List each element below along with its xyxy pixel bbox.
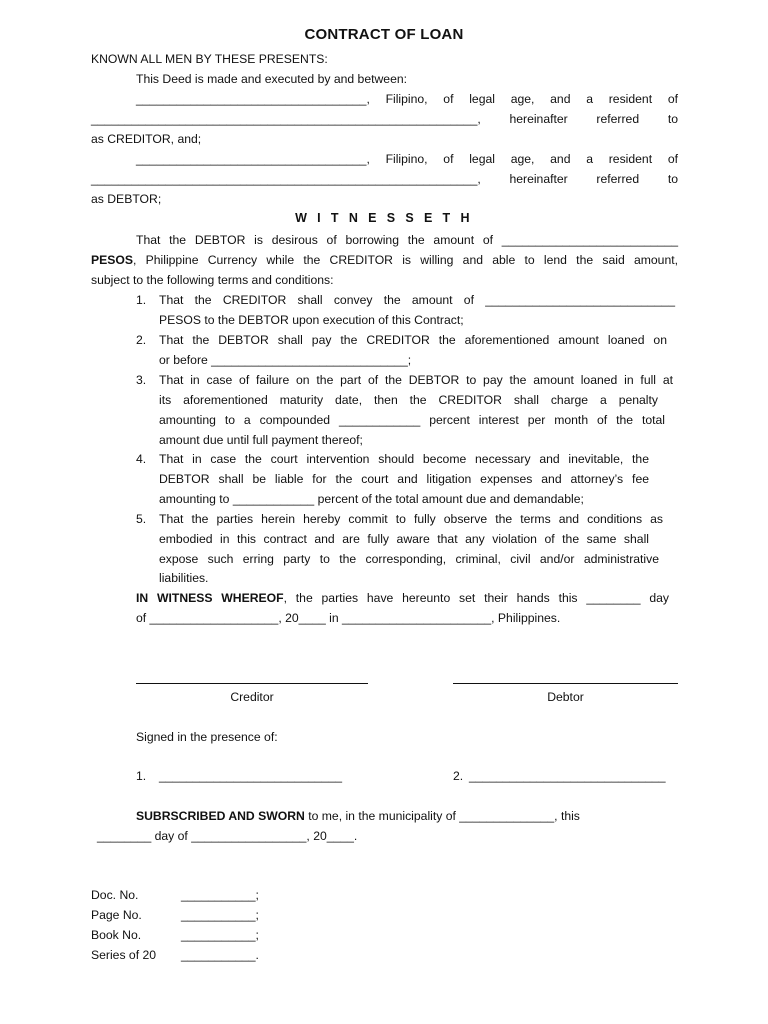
preamble-line2-rest: , Philippine Currency while the CREDITOR is willing and able to lend the said amount, [133, 253, 678, 267]
term-5-line4: liabilities. [159, 571, 209, 585]
creditor-signature-line [136, 683, 368, 684]
term-3-number: 3. [136, 373, 147, 387]
term-4-number: 4. [136, 452, 147, 466]
term-5-line2: embodied in this contract and are fully aware that any violation of the same shall [159, 532, 649, 546]
pesos-bold: PESOS [91, 253, 133, 267]
in-witness-bold: IN WITNESS WHEREOF [136, 591, 284, 605]
term-4-line3: amounting to ____________ percent of the total amount due and demandable; [159, 492, 584, 506]
term-3-line4: amount due until full payment thereof; [159, 433, 363, 447]
debtor-party-line2: _________________________________________________________, hereinafter referred to [91, 172, 678, 186]
sworn-line1-rest: to me, in the municipality of ______________, this [304, 809, 580, 823]
page-no-value: ___________; [181, 908, 259, 922]
deed-statement: This Deed is made and executed by and between: [136, 72, 408, 86]
in-witness-line2: of ___________________, 20____ in ______________________, Philippines. [136, 611, 561, 625]
series-value: ___________. [181, 948, 259, 962]
book-no-value: ___________; [181, 928, 259, 942]
debtor-label: Debtor [547, 690, 584, 704]
term-3-line1: That in case of failure on the part of the DEBTOR to pay the amount loaned in full at [159, 373, 673, 387]
term-4-line1: That in case the court intervention should become necessary and inevitable, the [159, 452, 649, 466]
presence-label: Signed in the presence of: [136, 730, 278, 744]
doc-no-value: ___________; [181, 888, 259, 902]
term-2-line1: That the DEBTOR shall pay the CREDITOR the aforementioned amount loaned on [159, 333, 667, 347]
doc-no-label: Doc. No. [91, 888, 139, 902]
document-title: CONTRACT OF LOAN [304, 26, 464, 43]
term-1-line2: PESOS to the DEBTOR upon execution of this Contract; [159, 313, 464, 327]
sworn-line2: ________ day of _________________, 20____. [97, 829, 358, 843]
term-4-line2: DEBTOR shall be liable for the court and litigation expenses and attorney’s fee [159, 472, 649, 486]
term-2-number: 2. [136, 333, 147, 347]
preamble-line2 [91, 250, 678, 270]
witness-1-line: ___________________________ [159, 769, 343, 783]
debtor-signature-line [453, 683, 678, 684]
creditor-party-line3: as CREDITOR, and; [91, 132, 202, 146]
term-2-line2: or before _____________________________; [159, 353, 412, 367]
sworn-bold: SUBRSCRIBED AND SWORN [136, 809, 305, 823]
creditor-party-line1: __________________________________, Filipino, of legal age, and a resident of [136, 92, 678, 106]
term-3-line2: its aforementioned maturity date, then the CREDITOR shall charge a penalty [159, 393, 658, 407]
page-no-label: Page No. [91, 908, 142, 922]
sworn-line1 [136, 806, 580, 826]
witnesseth-heading: W I T N E S S E T H [295, 211, 473, 225]
witness-2-line: _____________________________ [469, 769, 666, 783]
debtor-party-line3: as DEBTOR; [91, 192, 162, 206]
in-witness-line1-rest: , the parties have hereunto set their hands this ________ day [283, 591, 669, 605]
known-all-men: KNOWN ALL MEN BY THESE PRESENTS: [91, 52, 328, 66]
term-5-line3: expose such erring party to the corresponding, criminal, civil and/or administrative [159, 552, 659, 566]
term-5-line1: That the parties herein hereby commit to fully observe the terms and conditions as [159, 512, 663, 526]
preamble-line3: subject to the following terms and conditions: [91, 273, 334, 287]
term-5-number: 5. [136, 512, 147, 526]
preamble-line1: That the DEBTOR is desirous of borrowing the amount of __________________________ [136, 233, 678, 247]
creditor-party-line2: _________________________________________________________, hereinafter referred to [91, 112, 678, 126]
witness-2-number: 2. [453, 769, 464, 783]
series-label: Series of 20 [91, 948, 157, 962]
term-1-line1: That the CREDITOR shall convey the amount of ____________________________ [159, 293, 675, 307]
creditor-label: Creditor [230, 690, 274, 704]
debtor-party-line1: __________________________________, Filipino, of legal age, and a resident of [136, 152, 678, 166]
book-no-label: Book No. [91, 928, 142, 942]
term-1-number: 1. [136, 293, 147, 307]
in-witness-line1 [136, 588, 669, 608]
witness-1-number: 1. [136, 769, 147, 783]
term-3-line3: amounting to a compounded ____________ percent interest per month of the total [159, 413, 665, 427]
